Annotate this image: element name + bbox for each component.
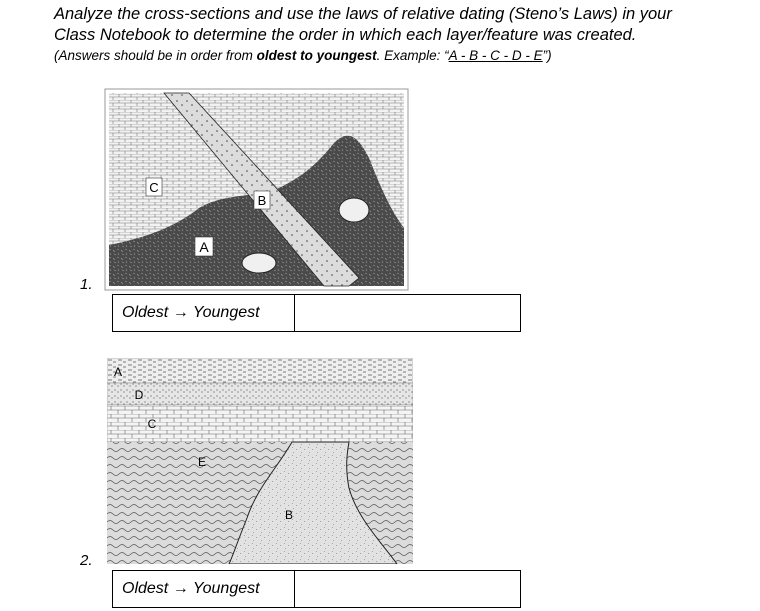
answer-box-2 — [112, 570, 521, 608]
label-d: D — [134, 388, 144, 402]
subnote-bold: oldest to youngest — [256, 48, 377, 63]
label-c: C — [149, 180, 159, 195]
label-b: B — [284, 508, 294, 522]
inclusion-1 — [339, 198, 369, 222]
answer-box-1 — [112, 294, 521, 332]
answer-input-1[interactable] — [295, 295, 520, 331]
answer-label-1: Oldest → Youngest — [113, 295, 295, 331]
answer-label-2: Oldest → Youngest — [113, 571, 295, 607]
cross-section-1 — [104, 88, 409, 291]
label-e: E — [197, 455, 207, 469]
label-c: C — [147, 417, 157, 431]
layer-d — [107, 383, 413, 405]
subnote-text-c: ”) — [542, 48, 552, 63]
question-1-number: 1. — [80, 276, 93, 293]
subnote-example: A - B - C - D - E — [448, 48, 543, 63]
subnote-text-a: (Answers should be in order from — [54, 48, 257, 63]
instruction-line-1: Analyze the cross-sections and use the laws of relative dating (Steno’s Laws) in your — [54, 5, 672, 23]
instruction-subnote — [54, 46, 754, 66]
question-2-number: 2. — [80, 552, 93, 569]
label-b: B — [257, 193, 267, 208]
cross-section-2 — [107, 358, 413, 564]
label-a: A — [113, 365, 123, 379]
label-a: A — [199, 239, 209, 255]
answer-input-2[interactable] — [295, 571, 520, 607]
instructions — [54, 4, 754, 66]
layer-a — [107, 358, 413, 383]
inclusion-2 — [242, 253, 276, 273]
subnote-text-b: . Example: “ — [376, 48, 449, 63]
instruction-line-2: Class Notebook to determine the order in which each layer/feature was created. — [54, 26, 637, 44]
